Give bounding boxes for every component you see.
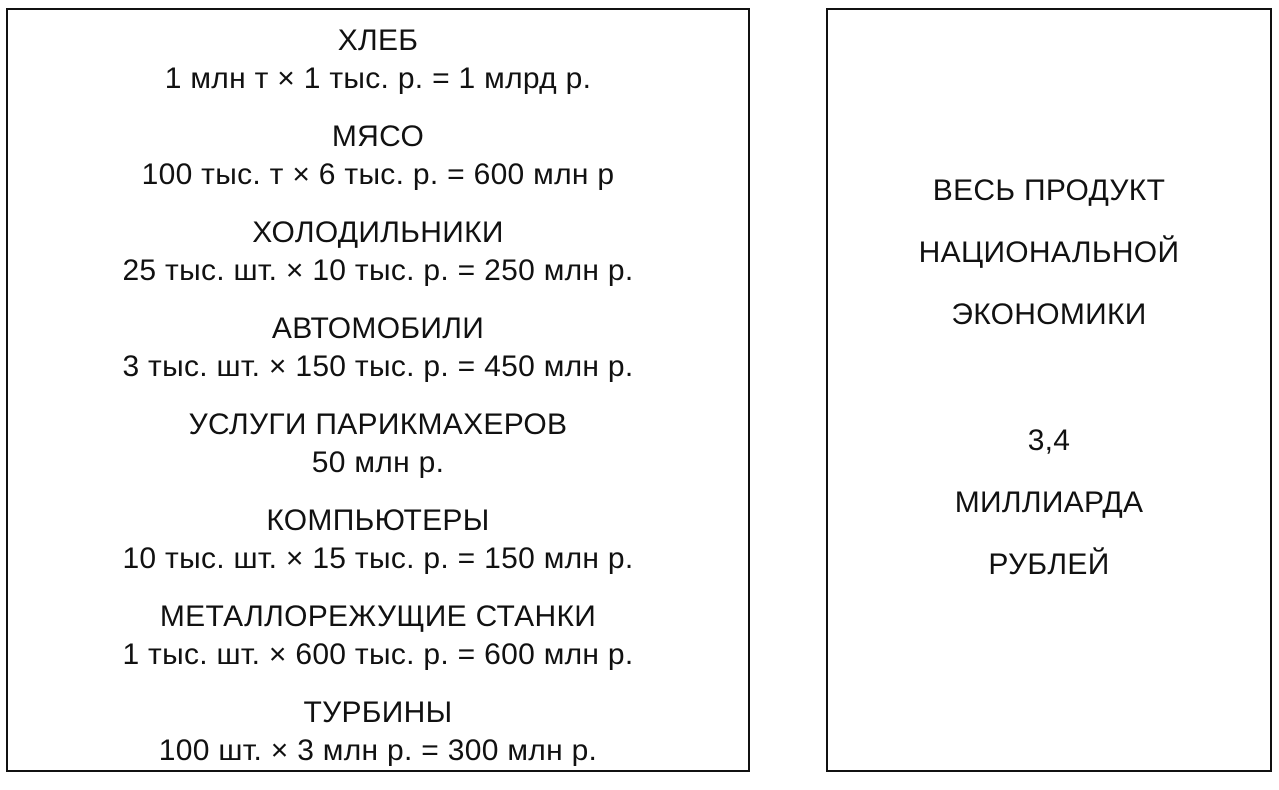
product-calculation: 3 тыс. шт. × 150 тыс. р. = 450 млн р. xyxy=(122,350,634,383)
product-item-cars xyxy=(122,310,633,406)
product-name: ХЛЕБ xyxy=(337,24,419,57)
product-name: МЯСО xyxy=(331,120,425,153)
product-calculation: 25 тыс. шт. × 10 тыс. р. = 250 млн р. xyxy=(122,254,634,287)
product-name: ТУРБИНЫ xyxy=(303,696,453,729)
total-value-line: РУБЛЕЙ xyxy=(988,548,1110,581)
product-name: КОМПЬЮТЕРЫ xyxy=(266,504,490,537)
total-title-line: НАЦИОНАЛЬНОЙ xyxy=(918,236,1180,269)
product-name: АВТОМОБИЛИ xyxy=(271,312,485,345)
product-calculation: 100 тыс. т × 6 тыс. р. = 600 млн р xyxy=(141,158,615,191)
product-item-refrigerators xyxy=(122,214,633,310)
product-name: МЕТАЛЛОРЕЖУЩИЕ СТАНКИ xyxy=(159,600,597,633)
product-calculation: 1 млн т × 1 тыс. р. = 1 млрд р. xyxy=(164,62,592,95)
product-item-computers xyxy=(122,502,633,598)
total-value-line: 3,4 xyxy=(1027,424,1071,457)
product-item-bread xyxy=(165,22,592,118)
product-calculation: 100 шт. × 3 млн р. = 300 млн р. xyxy=(158,734,598,767)
product-item-hairdressing xyxy=(189,406,568,502)
product-list xyxy=(8,22,748,790)
total-title xyxy=(828,160,1270,346)
product-calculation: 1 тыс. шт. × 600 тыс. р. = 600 млн р. xyxy=(122,638,634,671)
product-name: ХОЛОДИЛЬНИКИ xyxy=(252,216,504,249)
product-calculation: 50 млн р. xyxy=(311,446,445,479)
products-panel xyxy=(6,8,750,772)
product-name: УСЛУГИ ПАРИКМАХЕРОВ xyxy=(188,408,568,441)
total-value-line: МИЛЛИАРДА xyxy=(954,486,1144,519)
total-panel xyxy=(826,8,1272,772)
product-item-machine-tools xyxy=(122,598,633,694)
product-item-meat xyxy=(142,118,615,214)
product-item-turbines xyxy=(159,694,597,790)
total-title-line: ЭКОНОМИКИ xyxy=(951,298,1147,331)
product-calculation: 10 тыс. шт. × 15 тыс. р. = 150 млн р. xyxy=(122,542,634,575)
total-title-line: ВЕСЬ ПРОДУКТ xyxy=(932,174,1166,207)
total-value xyxy=(828,410,1270,596)
